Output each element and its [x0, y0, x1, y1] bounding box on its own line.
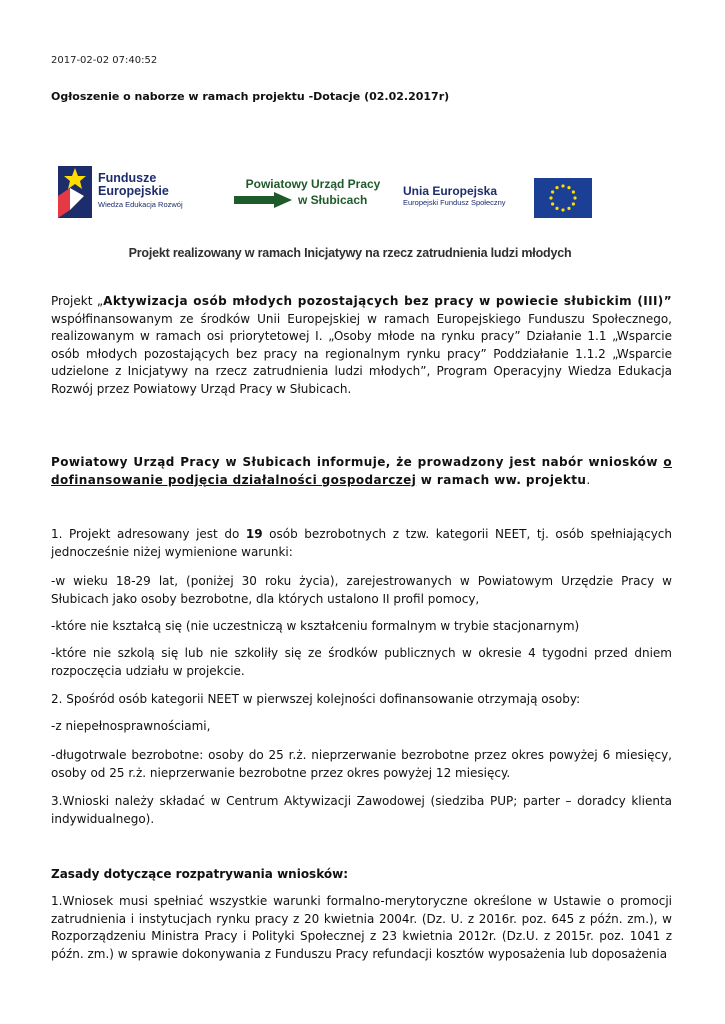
point-2: 2. Spośród osób kategorii NEET w pierwszej kolejności dofinansowanie otrzymają osoby:: [51, 692, 581, 706]
fundusze-line2: Europejskie: [98, 184, 169, 198]
announcement-end: .: [586, 472, 591, 487]
point-1: [51, 526, 672, 561]
fundusze-line1: Fundusze: [98, 171, 157, 185]
point-1-prefix: 1. Projekt adresowany jest do: [51, 527, 246, 541]
condition-not-studying: -które nie kształcą się (nie uczestniczą w kształceniu formalnym w trybie stacjonarnym): [51, 619, 580, 633]
intro-paragraph: [51, 293, 672, 398]
priority-long-term: -długotrwale bezrobotne: osoby do 25 r.ż. nieprzerwanie bezrobotne przez okres powyżej 6 miesięcy, osoby od 25 r.ż. nieprzerwanie bezrobotne przez okres powyżej 12 miesięcy.: [51, 748, 672, 780]
arrow-icon: [234, 192, 292, 208]
fundusze-subtitle: Wiedza Edukacja Rozwój: [98, 200, 183, 209]
pup-line2: w Słubicach: [298, 193, 368, 207]
timestamp: 2017-02-02 07:40:52: [51, 55, 158, 66]
rule-1: 1.Wniosek musi spełniać wszystkie warunki formalno-merytoryczne określone w Ustawie o promocji zatrudnienia i instytucjach rynku pracy z 20 kwietnia 2004r. (Dz. U. z 2016r. poz. 645 z późn. zm.), w Rozporządzeniu Ministra Pracy i Polityki Społecznej z 23 kwietnia 2012r. (Dz.U. z 2015r. poz. 1041 z późn. zm.) w sprawie dokonywania z Funduszu Pracy refundacji kosztów wyposażenia lub doposażenia: [51, 894, 672, 961]
pup-line1: Powiatowy Urząd Pracy: [245, 177, 381, 191]
fundusze-europejskie-logo: [58, 166, 92, 218]
point-1-suffix: osób bezrobotnych z tzw. kategorii NEET, tj. osób spełniających jednocześnie niżej wymienione warunki:: [51, 527, 673, 559]
point-1-count: 19: [245, 527, 263, 541]
logo-strip: [58, 166, 603, 276]
announcement-underlined: o dofinansowanie podjęcia działalności gospodarczej: [51, 455, 672, 487]
point-3: 3.Wnioski należy składać w Centrum Aktywizacji Zawodowej (siedziba PUP; parter – doradcy klienta indywidualnego).: [51, 794, 672, 826]
project-name: Aktywizacja osób młodych pozostających bez pracy w powiecie słubickim (III)”: [103, 294, 672, 308]
condition-not-training: -które nie szkolą się lub nie szkoliły się ze środków publicznych w okresie 4 tygodni przed dniem rozpoczęcia udziału w projekcie.: [51, 646, 672, 678]
intro-prefix: Projekt „: [51, 294, 104, 308]
rules-heading: Zasady dotyczące rozpatrywania wniosków:: [51, 867, 348, 881]
intro-body: współfinansowanym ze środków Unii Europejskiej w ramach Europejskiego Funduszu Społecznego, realizowanym w ramach osi priorytetowej I. „Osoby młode na rynku pracy” Działanie 1.1 „Wsparcie osób młodych pozostających bez pracy na regionalnym rynku pracy” Poddziałanie 1.1.2 „Wsparcie udzielone z Inicjatywy na rzecz zatrudnienia ludzi młodych”, Program Operacyjny Wiedza Edukacja Rozwój przez Powiatowy Urząd Pracy w Słubicach.: [51, 311, 672, 396]
ue-title: Unia Europejska: [403, 184, 498, 198]
condition-age: -w wieku 18-29 lat, (poniżej 30 roku życia), zarejestrowanych w Powiatowym Urzędzie Pracy w Słubicach jako osoby bezrobotne, dla których ustalono II profil pomocy,: [51, 574, 672, 606]
eu-flag-icon: [534, 178, 592, 218]
project-banner: Projekt realizowany w ramach Inicjatywy na rzecz zatrudnienia ludzi młodych: [128, 246, 572, 260]
announcement-part2: w ramach ww. projektu: [416, 472, 587, 487]
page-title: Ogłoszenie o naborze w ramach projektu -Dotacje (02.02.2017r): [51, 90, 450, 103]
announcement-paragraph: [51, 454, 672, 489]
announcement-part1: Powiatowy Urząd Pracy w Słubicach informuje, że prowadzony jest nabór wniosków: [51, 455, 664, 469]
unia-europejska-text: [403, 184, 531, 207]
priority-disabled: -z niepełnosprawnościami,: [51, 719, 211, 733]
fundusze-europejskie-text: [98, 172, 228, 209]
ue-subtitle: Europejski Fundusz Społeczny: [403, 198, 506, 207]
pup-logo: [234, 178, 392, 210]
